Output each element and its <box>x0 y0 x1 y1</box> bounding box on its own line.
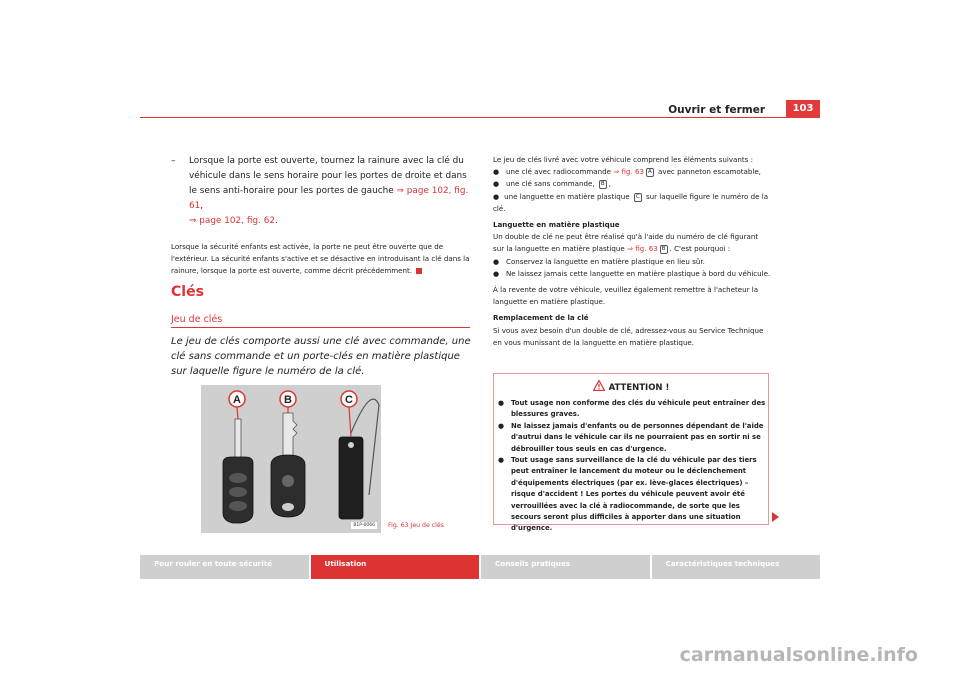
page-ref-link[interactable]: ⇒ page 102, fig. 62 <box>189 216 275 226</box>
item-text: Ne laissez jamais d'enfants ou de personnes dépendant de l'aide d'autrui dans le véhicule car ils ne pourraient pas en sortir ni se débrouiller tous seuls en cas d'urgence. <box>511 421 764 453</box>
subsection-rule <box>171 327 470 328</box>
footer-tabs <box>140 555 820 579</box>
list-item <box>498 421 766 455</box>
tab-operation[interactable]: Utilisation <box>311 555 480 579</box>
resale-paragraph: À la revente de votre véhicule, veuillez également remettre à l'acheteur la languette en matière plastique. <box>493 285 759 307</box>
list-item <box>498 455 766 535</box>
replace-paragraph: Si vous avez besoin d'un double de clé, adressez-vous au Service Technique en vous munissant de la languette en matière plastique. <box>493 325 764 347</box>
tab-technical-specs[interactable]: Caractéristiques techniques <box>652 555 821 579</box>
next-page-arrow-icon[interactable] <box>772 512 779 522</box>
list-item <box>493 178 771 190</box>
item-text: une clé avec radiocommande <box>506 167 614 177</box>
attention-box <box>493 373 769 533</box>
attention-heading <box>494 380 768 393</box>
tag-paragraph <box>493 231 771 255</box>
item-text: Tout usage sans surveillance de la clé du véhicule par des tiers peut entraîner le lancement du moteur ou le déclenchement d'équipements électriques (par ex. lève-glaces électriques) – risque d'accident ! Les portes du véhicule peuvent avoir été verrouillées avec la clé à radiocommande, de sorte que les secours seront plus difficiles à apporter dans une situation d'urgence. <box>511 456 757 533</box>
callout-b-label: B <box>284 394 292 406</box>
bullet-icon: ● <box>493 269 500 278</box>
item-text: une languette en matière plastique <box>504 191 632 201</box>
keys-figure <box>201 385 381 533</box>
callout-c <box>341 391 357 437</box>
list-item <box>498 398 766 421</box>
list-item <box>493 191 771 215</box>
bullet-icon: ● <box>498 399 505 407</box>
list-item <box>493 256 771 268</box>
replace-heading: Remplacement de la clé <box>493 313 589 323</box>
bullet-icon: ● <box>493 168 500 177</box>
callout-b <box>280 391 296 413</box>
note-text: Lorsque la sécurité enfants est activée, la porte ne peut être ouverte que de l'extérieur. La sécurité enfants s'active et se désactive en introduisant la clé dans la rainure, lorsque la porte est ouverte, comme décrit précédemment. <box>171 242 470 276</box>
watermark: carmanualsonline.info <box>679 644 918 666</box>
callout-a <box>229 391 245 419</box>
keys-intro: Le jeu de clés livré avec votre véhicule comprend les éléments suivants : <box>493 155 753 164</box>
label-badge: B <box>600 181 605 188</box>
right-column <box>493 154 771 349</box>
item-text-end: avec panneton escamotable, <box>655 167 761 177</box>
bullet-icon: ● <box>498 456 505 465</box>
tag-text: Un double de clé ne peut être réalisé qu'à l'aide du numéro de clé figurant sur la languette en matière plastique <box>493 232 759 254</box>
item-text: une clé sans commande, <box>506 179 597 189</box>
bullet-icon: ● <box>493 257 500 266</box>
header-rule <box>140 117 820 118</box>
label-badge: B <box>661 246 666 253</box>
section-title: Clés <box>171 284 204 300</box>
tab-practical-tips[interactable]: Conseils pratiques <box>481 555 650 579</box>
label-badge: C <box>635 193 640 200</box>
figure-caption: Fig. 63 Jeu de clés <box>388 522 444 529</box>
item-text: Tout usage non conforme des clés du véhicule peut entraîner des blessures graves. <box>511 399 766 419</box>
subsection-title: Jeu de clés <box>171 314 223 325</box>
end-of-section-mark <box>416 268 422 274</box>
tag-text-end: . C'est pourquoi : <box>669 244 731 254</box>
tag-heading: Languette en matière plastique <box>493 220 620 230</box>
instruction-text: Lorsque la porte est ouverte, tournez la rainure avec la clé du véhicule dans le sens horaire pour les portes de droite et dans le sens anti-horaire pour les portes de gauche <box>189 156 467 196</box>
plain-key-icon <box>271 413 305 517</box>
warning-icon <box>593 380 605 391</box>
item-text: Conservez la languette en matière plastique en lieu sûr. <box>506 256 705 266</box>
keys-illustration <box>201 385 381 533</box>
page-number: 103 <box>786 100 820 118</box>
callout-a-label: A <box>233 394 241 406</box>
child-lock-note <box>171 241 471 278</box>
key-tag-icon <box>339 399 379 519</box>
dash-marker: – <box>171 156 176 166</box>
list-item <box>493 166 771 178</box>
figure-ref-link[interactable]: ⇒ fig. 63 <box>627 244 658 254</box>
bullet-icon: ● <box>493 192 500 201</box>
label-badge: A <box>648 169 652 176</box>
ref-separator: , <box>200 201 204 211</box>
tab-safety[interactable]: Pour rouler en toute sécurité <box>140 555 309 579</box>
bullet-icon: ● <box>493 180 500 189</box>
lead-paragraph: Le jeu de clés comporte aussi une clé avec commande, une clé sans commande et un porte-clés en matière plastique sur laquelle figure le numéro de la clé. <box>171 336 471 377</box>
instruction-end: . <box>275 216 278 226</box>
figure-code: B1P-0066 <box>353 523 375 528</box>
attention-title: ATTENTION ! <box>608 383 670 393</box>
list-item <box>493 268 771 280</box>
page-title: Ouvrir et fermer <box>668 104 765 116</box>
page-ref-link[interactable]: ⇒ page 102, fig. 61 <box>189 186 469 211</box>
item-text-end: sur laquelle figure le numéro de la clé. <box>493 191 769 213</box>
left-column <box>171 154 471 278</box>
remote-key-icon <box>223 419 253 523</box>
figure-ref-link[interactable]: ⇒ fig. 63 <box>613 167 644 177</box>
attention-list <box>498 398 766 535</box>
instruction-item <box>171 154 471 229</box>
item-text: Ne laissez jamais cette languette en matière plastique à bord du véhicule. <box>506 268 771 278</box>
callout-c-label: C <box>345 394 353 406</box>
item-text-end: , <box>608 179 611 189</box>
bullet-icon: ● <box>498 421 505 430</box>
